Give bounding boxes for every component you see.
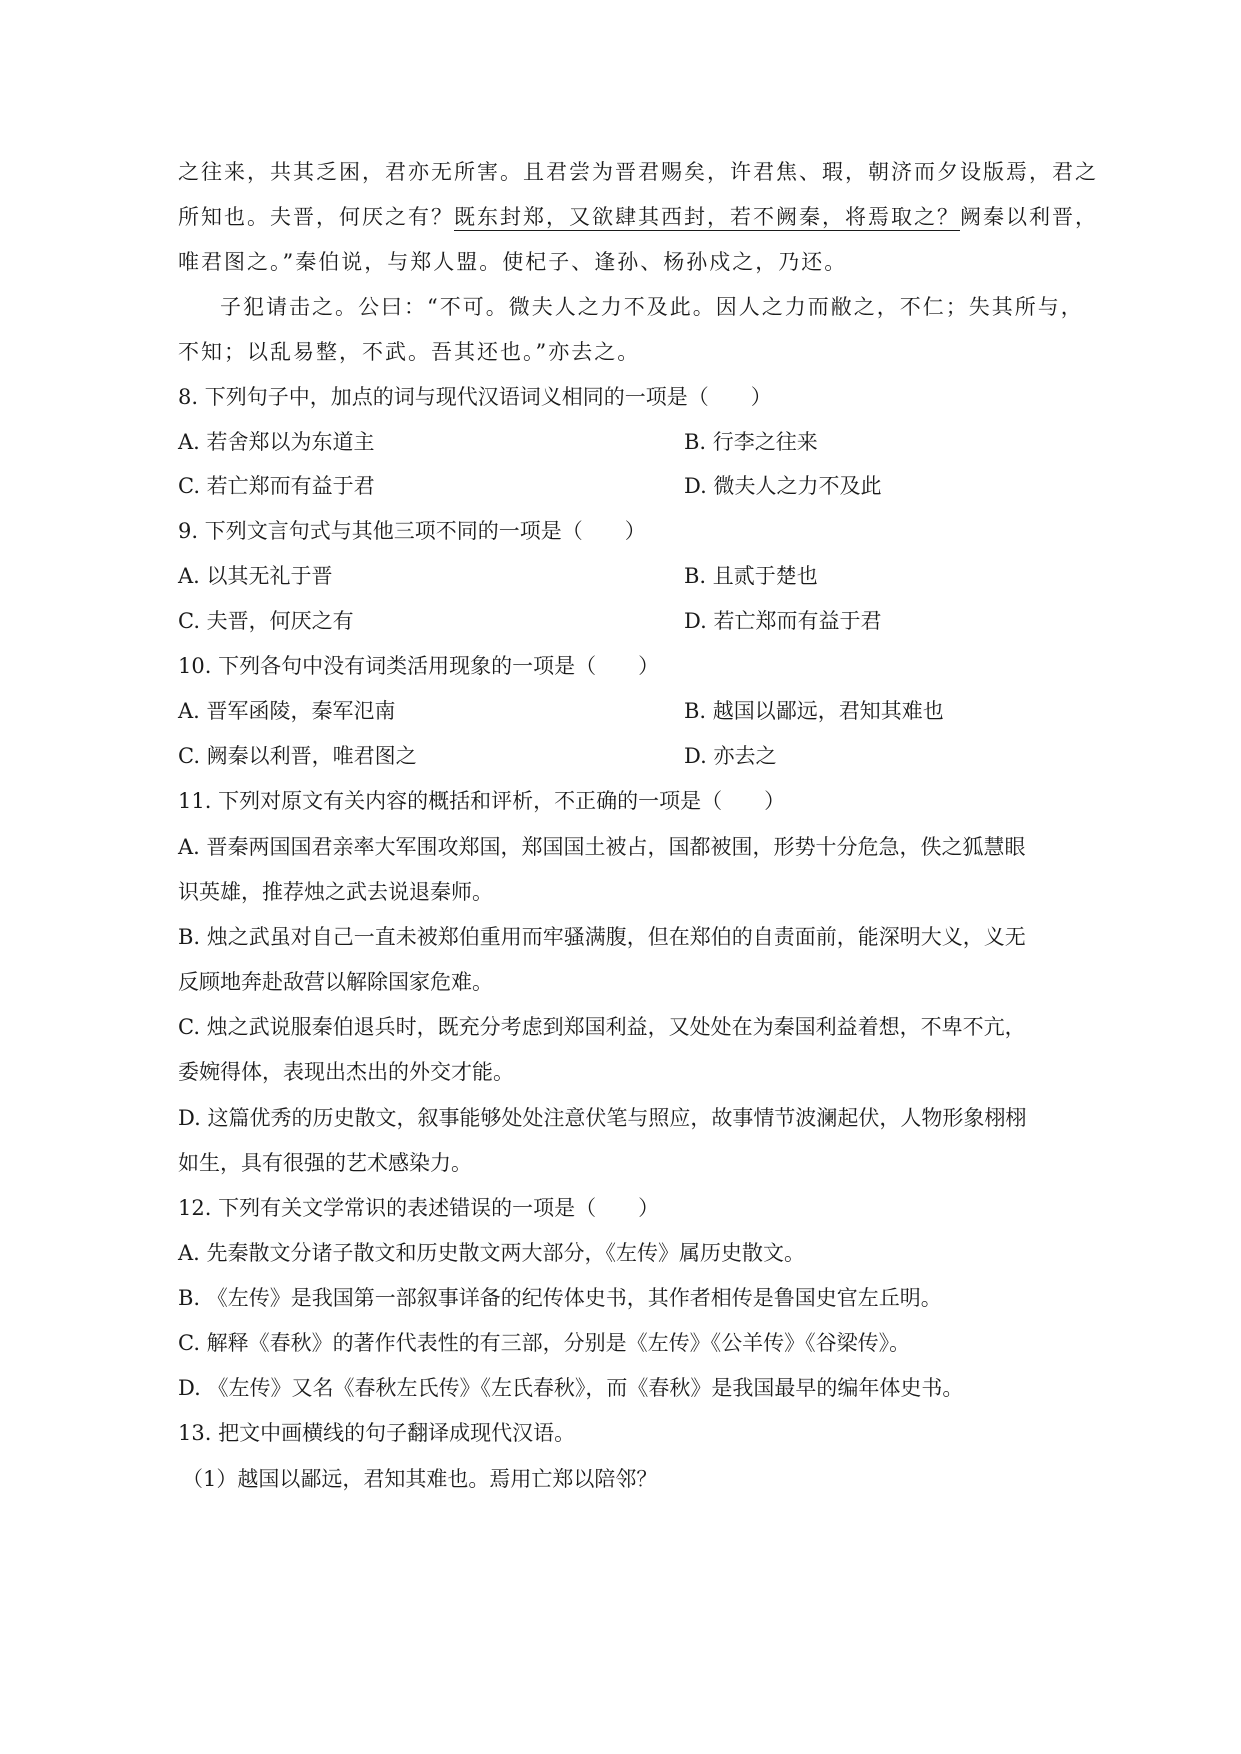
question-stem: 12. 下列有关文学常识的表述错误的一项是（ ） — [178, 1196, 660, 1220]
question-stem: 13. 把文中画横线的句子翻译成现代汉语。 — [178, 1421, 576, 1445]
option-b: B. 行李之往来 — [684, 430, 818, 454]
option-d: D. 这篇优秀的历史散文，叙事能够处处注意伏笔与照应，故事情节波澜起伏，人物形象栩栩 — [178, 1106, 1027, 1130]
passage-text: 所知也。夫晋，何厌之有？ — [178, 205, 454, 229]
option-c: C. 解释《春秋》的著作代表性的有三部，分别是《左传》《公羊传》《谷梁传》。 — [178, 1331, 911, 1355]
passage-text: 阙秦以利晋， — [960, 205, 1098, 229]
option-a: A. 以其无礼于晋 — [178, 564, 333, 588]
option-d: D. 微夫人之力不及此 — [684, 474, 882, 498]
option-a-continued: 识英雄，推荐烛之武去说退秦师。 — [178, 880, 493, 904]
option-b: B. 且贰于楚也 — [684, 564, 818, 588]
option-d-continued: 如生，具有很强的艺术感染力。 — [178, 1151, 472, 1175]
option-c: C. 阙秦以利晋，唯君图之 — [178, 744, 417, 768]
option-c: C. 若亡郑而有益于君 — [178, 474, 375, 498]
passage-line: 不知；以乱易整，不武。吾其还也。”亦去之。 — [178, 340, 641, 364]
option-d: D. 亦去之 — [684, 744, 777, 768]
passage-line: 子犯请击之。公曰：“不可。微夫人之力不及此。因人之力而敝之，不仁；失其所与， — [220, 295, 1084, 319]
passage-line — [178, 202, 1098, 232]
option-d: D. 若亡郑而有益于君 — [684, 609, 882, 633]
option-b: B. 烛之武虽对自己一直未被郑伯重用而牢骚满腹，但在郑伯的自责面前，能深明大义，义无 — [178, 925, 1026, 949]
option-b: B. 越国以鄙远，君知其难也 — [684, 699, 944, 723]
question-stem: 11. 下列对原文有关内容的概括和评析，不正确的一项是（ ） — [178, 789, 786, 813]
passage-line: 唯君图之。”秦伯说，与郑人盟。使杞子、逢孙、杨孙戍之，乃还。 — [178, 250, 848, 274]
option-c: C. 烛之武说服秦伯退兵时，既充分考虑到郑国利益，又处处在为秦国利益着想，不卑不亢， — [178, 1015, 1026, 1039]
question-stem: 9. 下列文言句式与其他三项不同的一项是（ ） — [178, 519, 646, 543]
option-a: A. 晋秦两国国君亲率大军围攻郑国，郑国国土被占，国都被围，形势十分危急，佚之狐慧眼 — [178, 835, 1026, 859]
passage-line: 之往来，共其乏困，君亦无所害。且君尝为晋君赐矣，许君焦、瑕，朝济而夕设版焉，君之 — [178, 160, 1098, 184]
option-a: A. 先秦散文分诸子散文和历史散文两大部分，《左传》属历史散文。 — [178, 1241, 806, 1265]
question-stem: 10. 下列各句中没有词类活用现象的一项是（ ） — [178, 654, 660, 678]
option-b: B. 《左传》是我国第一部叙事详备的纪传体史书，其作者相传是鲁国史官左丘明。 — [178, 1286, 942, 1310]
option-a: A. 晋军函陵，秦军氾南 — [178, 699, 396, 723]
question-stem: 8. 下列句子中，加点的词与现代汉语词义相同的一项是（ ） — [178, 385, 772, 409]
option-c: C. 夫晋，何厌之有 — [178, 609, 354, 633]
option-d: D. 《左传》又名《春秋左氏传》《左氏春秋》，而《春秋》是我国最早的编年体史书。 — [178, 1376, 964, 1400]
option-c-continued: 委婉得体，表现出杰出的外交才能。 — [178, 1060, 514, 1084]
option-a: A. 若舍郑以为东道主 — [178, 430, 375, 454]
option-b-continued: 反顾地奔赴敌营以解除国家危难。 — [178, 970, 493, 994]
translation-item: （1）越国以鄙远，君知其难也。焉用亡郑以陪邻？ — [182, 1467, 658, 1491]
underlined-sentence: 既东封郑，又欲肆其西封，若不阙秦，将焉取之？ — [454, 205, 960, 229]
